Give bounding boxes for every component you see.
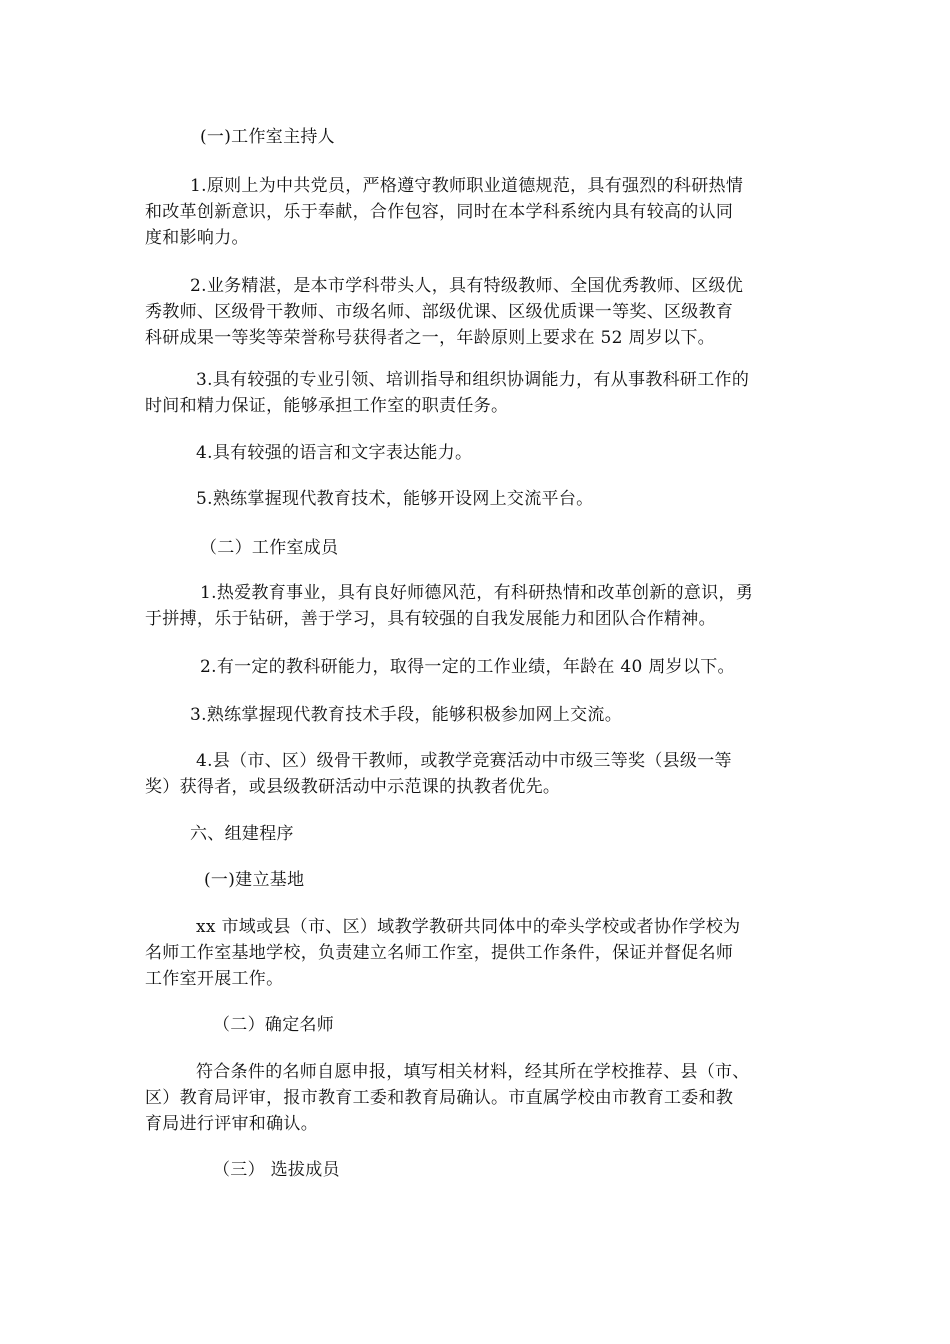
paragraph-line: 1.热爱教育事业，具有良好师德风范，有科研热情和改革创新的意识，勇	[200, 583, 754, 603]
paragraph-line: 3.熟练掌握现代教育技术手段，能够积极参加网上交流。	[190, 705, 623, 725]
subsection-heading: （三） 选拔成员	[213, 1160, 340, 1180]
paragraph-line: 秀教师、区级骨干教师、市级名师、部级优课、区级优质课一等奖、区级教育	[145, 302, 734, 322]
paragraph-line: 科研成果一等奖等荣誉称号获得者之一，年龄原则上要求在 52 周岁以下。	[145, 328, 715, 348]
paragraph-line: 和改革创新意识，乐于奉献，合作包容，同时在本学科系统内具有较高的认同	[145, 202, 734, 222]
paragraph-line: 2.业务精湛，是本市学科带头人，具有特级教师、全国优秀教师、区级优	[190, 276, 744, 296]
subsection-heading: （二）确定名师	[213, 1015, 335, 1035]
section-heading-six: 六、组建程序	[190, 824, 294, 844]
paragraph-line: xx 市域或县（市、区）域教学教研共同体中的牵头学校或者协作学校为	[196, 917, 741, 937]
paragraph-line: 育局进行评审和确认。	[145, 1114, 318, 1134]
paragraph-line: 于拼搏，乐于钻研，善于学习，具有较强的自我发展能力和团队合作精神。	[145, 609, 716, 629]
paragraph-line: 奖）获得者，或县级教研活动中示范课的执教者优先。	[145, 777, 561, 797]
paragraph-line: 工作室开展工作。	[145, 969, 284, 989]
section-heading-members: （二）工作室成员	[200, 538, 339, 558]
subsection-heading: (一)建立基地	[204, 870, 305, 890]
paragraph-line: 5.熟练掌握现代教育技术，能够开设网上交流平台。	[196, 489, 594, 509]
paragraph-line: 区）教育局评审，报市教育工委和教育局确认。市直属学校由市教育工委和教	[145, 1088, 734, 1108]
paragraph-line: 1.原则上为中共党员，严格遵守教师职业道德规范，具有强烈的科研热情	[190, 176, 744, 196]
paragraph-line: 时间和精力保证，能够承担工作室的职责任务。	[145, 396, 509, 416]
paragraph-line: 度和影响力。	[145, 228, 249, 248]
paragraph-line: 符合条件的名师自愿申报，填写相关材料，经其所在学校推荐、县（市、	[196, 1062, 750, 1082]
paragraph-line: 2.有一定的教科研能力，取得一定的工作业绩，年龄在 40 周岁以下。	[200, 657, 735, 677]
paragraph-line: 4.具有较强的语言和文字表达能力。	[196, 443, 473, 463]
paragraph-line: 4.县（市、区）级骨干教师，或教学竞赛活动中市级三等奖（县级一等	[196, 751, 732, 771]
paragraph-line: 3.具有较强的专业引领、培训指导和组织协调能力，有从事教科研工作的	[196, 370, 750, 390]
paragraph-line: 名师工作室基地学校，负责建立名师工作室，提供工作条件，保证并督促名师	[145, 943, 734, 963]
section-heading-host: (一)工作室主持人	[200, 127, 335, 147]
